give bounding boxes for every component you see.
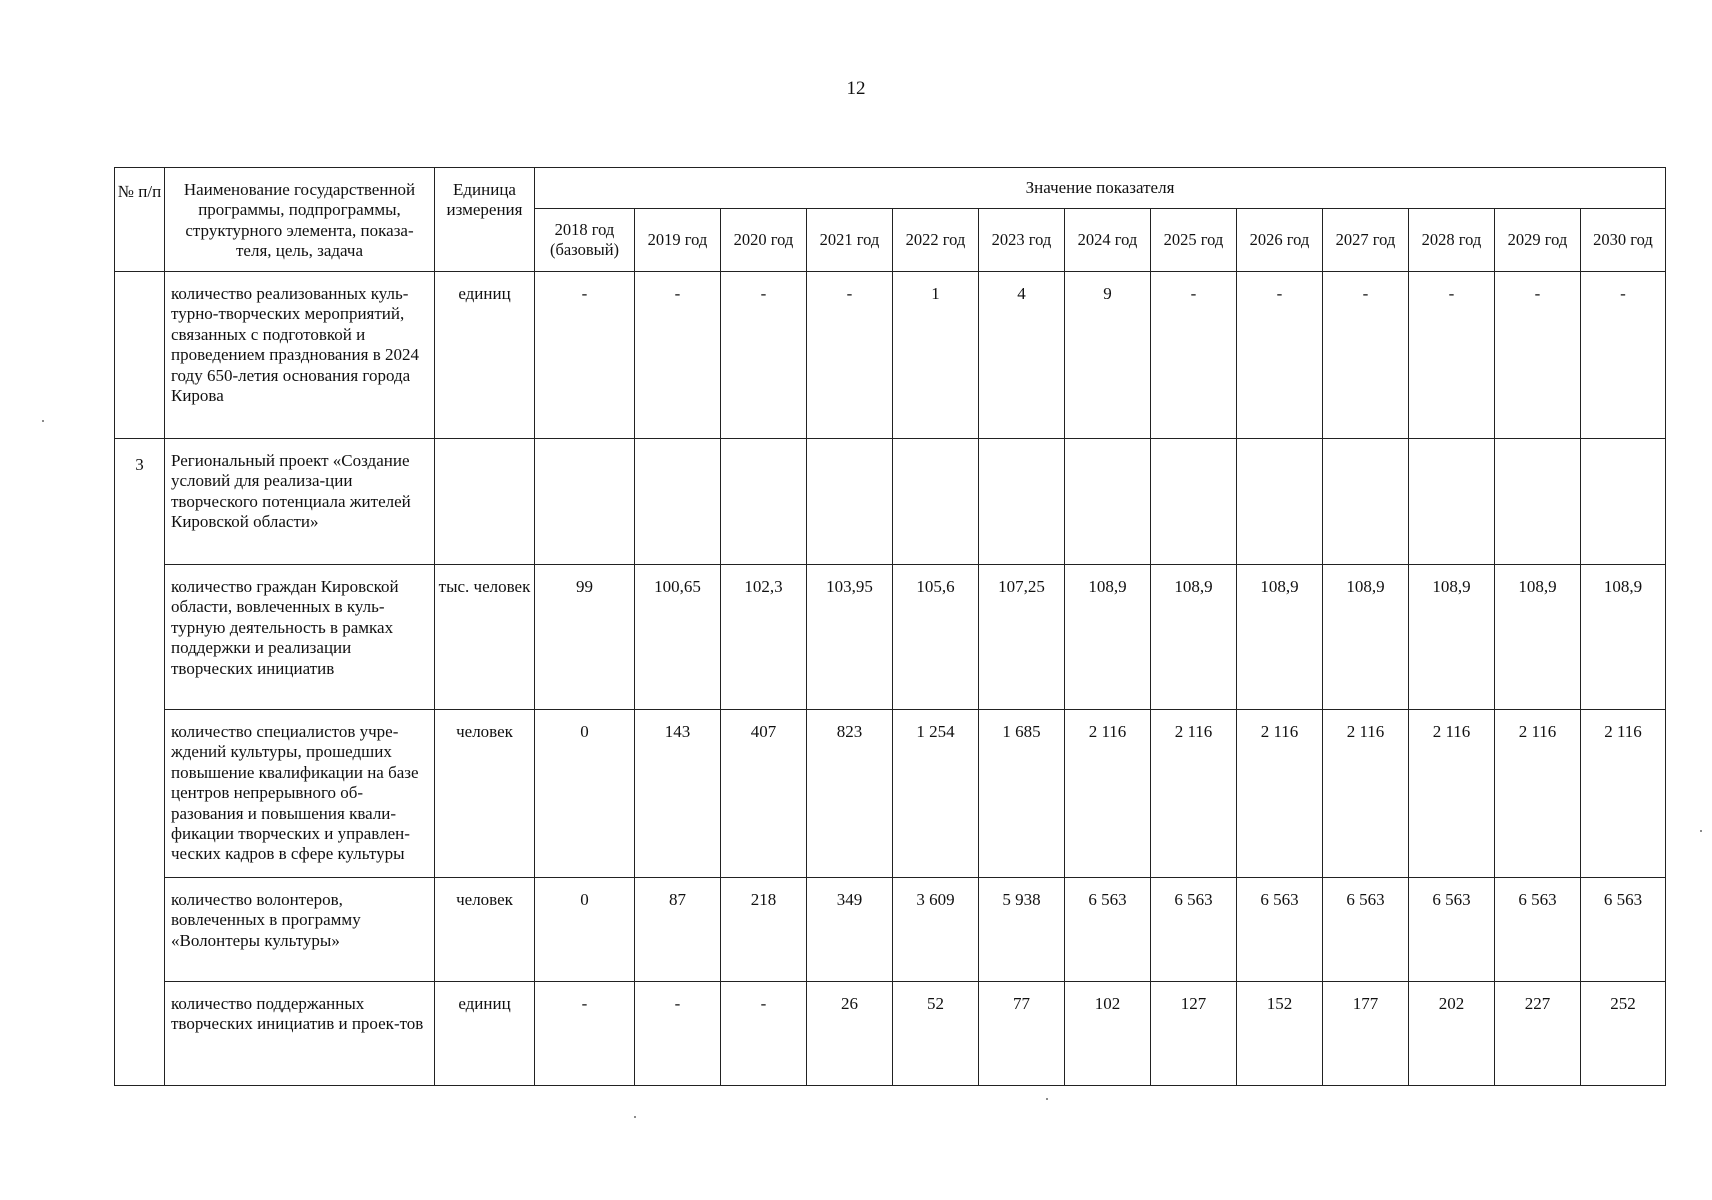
header-year: 2025 год bbox=[1151, 209, 1237, 272]
row-value bbox=[1323, 439, 1409, 565]
row-value: 1 685 bbox=[979, 710, 1065, 878]
row-name: количество граждан Кировской области, вовлеченных в куль-турную деятельность в рамках поддержки и реализации творческих инициатив bbox=[165, 565, 435, 710]
header-num: № п/п bbox=[115, 168, 165, 272]
row-value: 107,25 bbox=[979, 565, 1065, 710]
row-value: 177 bbox=[1323, 982, 1409, 1086]
row-value: 108,9 bbox=[1151, 565, 1237, 710]
row-value: 77 bbox=[979, 982, 1065, 1086]
row-value: - bbox=[1409, 272, 1495, 439]
header-year: 2026 год bbox=[1237, 209, 1323, 272]
header-year: 2018 год (базовый) bbox=[535, 209, 635, 272]
row-name: количество реализованных куль-турно-творческих мероприятий, связанных с подготовкой и проведением празднования в 2024 году 650-летия основания города Кирова bbox=[165, 272, 435, 439]
row-value: - bbox=[1495, 272, 1581, 439]
row-value: 6 563 bbox=[1323, 878, 1409, 982]
row-value: 0 bbox=[535, 878, 635, 982]
row-value: - bbox=[535, 272, 635, 439]
table-row bbox=[115, 710, 1666, 878]
row-value bbox=[807, 439, 893, 565]
row-value: 2 116 bbox=[1065, 710, 1151, 878]
indicator-table bbox=[114, 167, 1666, 1086]
row-value: 127 bbox=[1151, 982, 1237, 1086]
row-value: 6 563 bbox=[1151, 878, 1237, 982]
row-value: 252 bbox=[1581, 982, 1666, 1086]
header-name: Наименование государственной программы, подпрограммы, структурного элемента, показа-теля, цель, задача bbox=[165, 168, 435, 272]
row-value: 2 116 bbox=[1495, 710, 1581, 878]
row-unit: тыс. человек bbox=[435, 565, 535, 710]
row-value: 108,9 bbox=[1495, 565, 1581, 710]
row-value: 9 bbox=[1065, 272, 1151, 439]
row-value: 6 563 bbox=[1065, 878, 1151, 982]
row-value: 103,95 bbox=[807, 565, 893, 710]
row-name: количество поддержанных творческих инициатив и проек-тов bbox=[165, 982, 435, 1086]
row-value: 152 bbox=[1237, 982, 1323, 1086]
header-year: 2019 год bbox=[635, 209, 721, 272]
page-number: 12 bbox=[846, 78, 866, 99]
scan-speck bbox=[42, 420, 44, 422]
row-value: - bbox=[535, 982, 635, 1086]
row-value: 100,65 bbox=[635, 565, 721, 710]
header-unit: Единица измерения bbox=[435, 168, 535, 272]
table-row bbox=[115, 878, 1666, 982]
row-value: - bbox=[1323, 272, 1409, 439]
row-value: - bbox=[1237, 272, 1323, 439]
row-value bbox=[979, 439, 1065, 565]
header-year: 2020 год bbox=[721, 209, 807, 272]
row-unit bbox=[435, 439, 535, 565]
row-value: - bbox=[721, 272, 807, 439]
row-value: 143 bbox=[635, 710, 721, 878]
row-value: 108,9 bbox=[1065, 565, 1151, 710]
table-row bbox=[115, 982, 1666, 1086]
header-year: 2021 год bbox=[807, 209, 893, 272]
row-value: 108,9 bbox=[1409, 565, 1495, 710]
row-num bbox=[115, 272, 165, 439]
row-value bbox=[1409, 439, 1495, 565]
row-value: 6 563 bbox=[1237, 878, 1323, 982]
row-value: 102 bbox=[1065, 982, 1151, 1086]
row-name: Региональный проект «Создание условий для реализа-ции творческого потенциала жителей Кировской области» bbox=[165, 439, 435, 565]
header-year: 2023 год bbox=[979, 209, 1065, 272]
row-value: 2 116 bbox=[1409, 710, 1495, 878]
row-value: 202 bbox=[1409, 982, 1495, 1086]
header-year: 2029 год bbox=[1495, 209, 1581, 272]
row-value: 108,9 bbox=[1237, 565, 1323, 710]
header-row bbox=[115, 168, 1666, 209]
row-value: 105,6 bbox=[893, 565, 979, 710]
header-year: 2022 год bbox=[893, 209, 979, 272]
header-year: 2024 год bbox=[1065, 209, 1151, 272]
row-value: - bbox=[1151, 272, 1237, 439]
header-year: 2030 год bbox=[1581, 209, 1666, 272]
row-value: 227 bbox=[1495, 982, 1581, 1086]
row-name: количество специалистов учре-ждений культуры, прошедших повышение квалификации на базе центров непрерывного об-разования и повышения квали-фикации творческих и управлен-ческих кадров в сфере культуры bbox=[165, 710, 435, 878]
row-unit: единиц bbox=[435, 982, 535, 1086]
header-value-group: Значение показателя bbox=[535, 168, 1666, 209]
row-value: - bbox=[635, 982, 721, 1086]
row-value: 6 563 bbox=[1409, 878, 1495, 982]
row-value bbox=[721, 439, 807, 565]
table-row bbox=[115, 439, 1666, 565]
row-value: 6 563 bbox=[1581, 878, 1666, 982]
row-value: 52 bbox=[893, 982, 979, 1086]
row-value bbox=[1151, 439, 1237, 565]
row-value: 87 bbox=[635, 878, 721, 982]
row-value: 218 bbox=[721, 878, 807, 982]
row-value: 108,9 bbox=[1581, 565, 1666, 710]
row-value: 2 116 bbox=[1151, 710, 1237, 878]
row-value: 2 116 bbox=[1581, 710, 1666, 878]
row-value: 0 bbox=[535, 710, 635, 878]
row-value bbox=[893, 439, 979, 565]
row-value bbox=[1581, 439, 1666, 565]
row-value: 4 bbox=[979, 272, 1065, 439]
row-value: 1 bbox=[893, 272, 979, 439]
row-value: 102,3 bbox=[721, 565, 807, 710]
row-unit: единиц bbox=[435, 272, 535, 439]
row-name: количество волонтеров, вовлеченных в программу «Волонтеры культуры» bbox=[165, 878, 435, 982]
row-unit: человек bbox=[435, 878, 535, 982]
row-value: - bbox=[635, 272, 721, 439]
row-value: 108,9 bbox=[1323, 565, 1409, 710]
row-value: - bbox=[807, 272, 893, 439]
scan-speck bbox=[634, 1116, 636, 1118]
scan-speck bbox=[1046, 1098, 1048, 1100]
row-unit: человек bbox=[435, 710, 535, 878]
row-value: 2 116 bbox=[1323, 710, 1409, 878]
row-value: 5 938 bbox=[979, 878, 1065, 982]
row-value: 99 bbox=[535, 565, 635, 710]
row-value: 26 bbox=[807, 982, 893, 1086]
scan-speck bbox=[1700, 830, 1702, 832]
row-value: 6 563 bbox=[1495, 878, 1581, 982]
row-value bbox=[1065, 439, 1151, 565]
row-value bbox=[535, 439, 635, 565]
table-row bbox=[115, 272, 1666, 439]
row-value: - bbox=[1581, 272, 1666, 439]
row-value: 2 116 bbox=[1237, 710, 1323, 878]
row-value bbox=[635, 439, 721, 565]
row-value bbox=[1495, 439, 1581, 565]
row-value: 3 609 bbox=[893, 878, 979, 982]
row-value: 1 254 bbox=[893, 710, 979, 878]
row-value: 349 bbox=[807, 878, 893, 982]
row-value: - bbox=[721, 982, 807, 1086]
row-value: 407 bbox=[721, 710, 807, 878]
row-value bbox=[1237, 439, 1323, 565]
row-value: 823 bbox=[807, 710, 893, 878]
row-num: 3 bbox=[115, 439, 165, 1086]
header-year: 2028 год bbox=[1409, 209, 1495, 272]
table-row bbox=[115, 565, 1666, 710]
header-year: 2027 год bbox=[1323, 209, 1409, 272]
